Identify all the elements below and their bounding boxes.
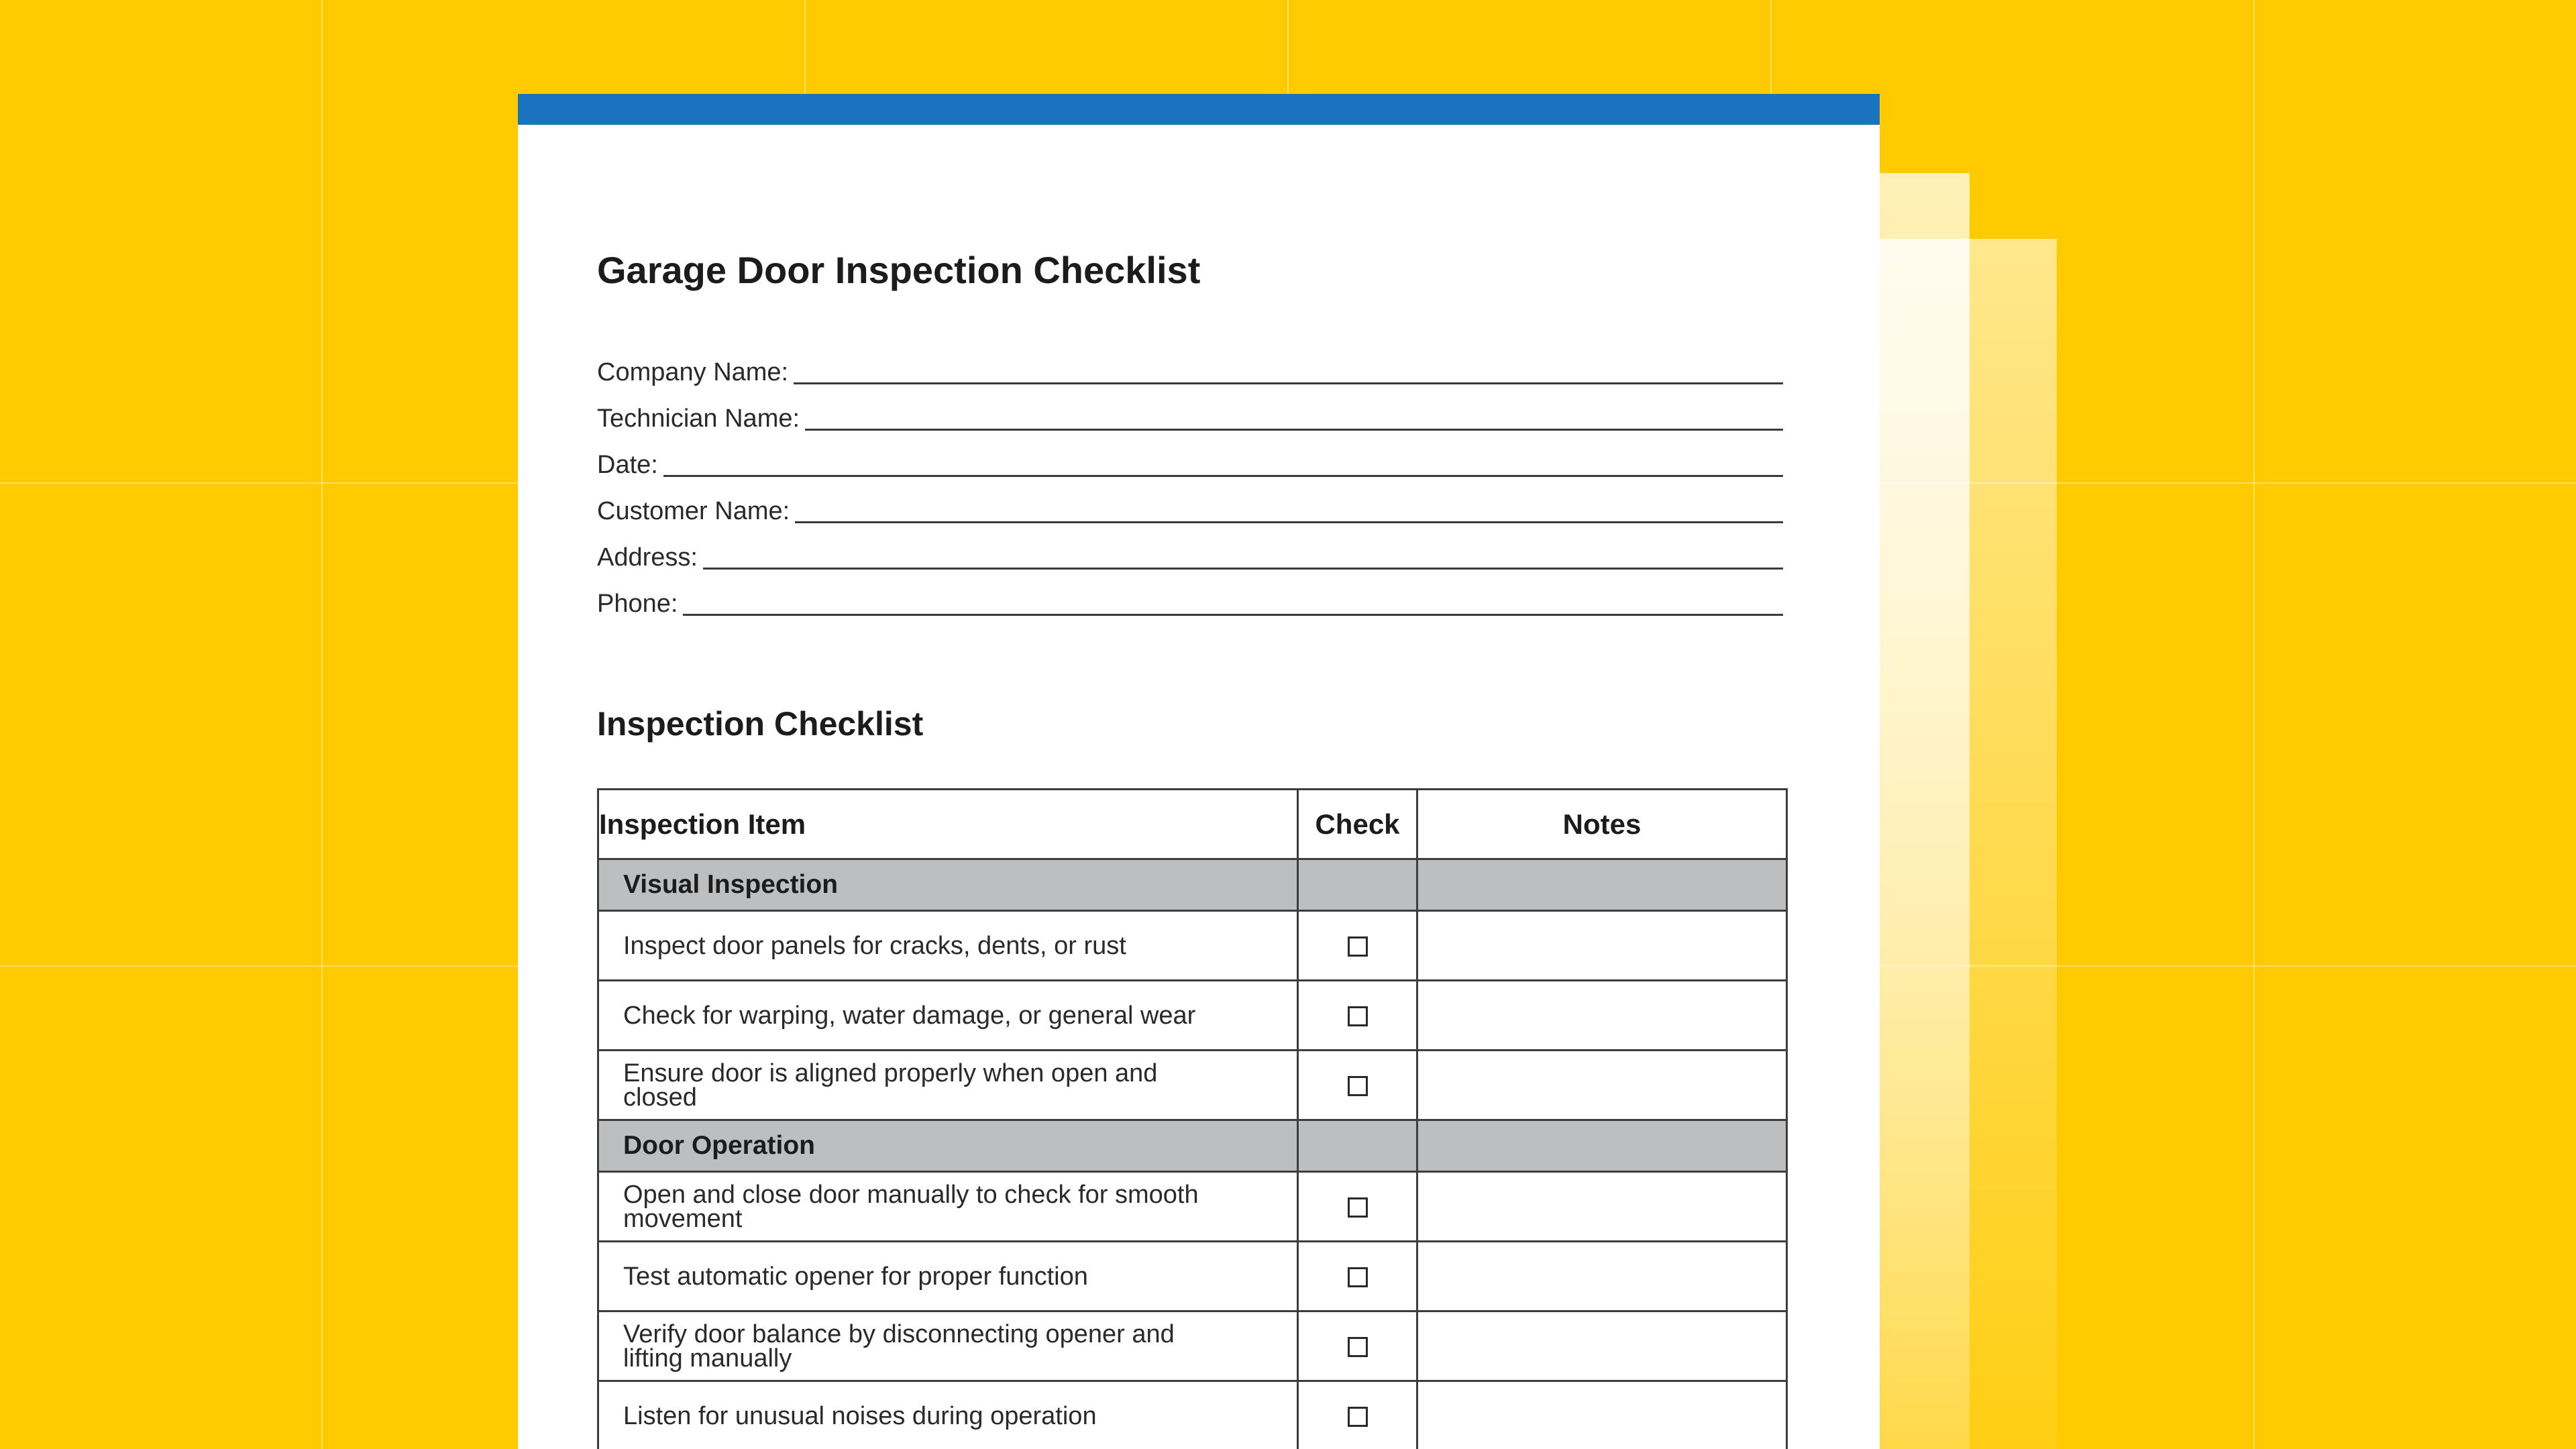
field-label: Company Name: bbox=[597, 358, 789, 386]
item-cell bbox=[598, 911, 1298, 981]
field-label: Phone: bbox=[597, 590, 678, 618]
item-text: Open and close door manually to check for smooth movement bbox=[623, 1180, 1199, 1233]
notes-cell[interactable] bbox=[1417, 1172, 1787, 1242]
phone-field[interactable] bbox=[597, 572, 1783, 619]
checkbox[interactable] bbox=[1348, 1267, 1368, 1287]
grid-line bbox=[321, 0, 323, 1449]
field-line bbox=[794, 382, 1783, 384]
category-check-cell bbox=[1298, 859, 1417, 911]
field-line bbox=[663, 475, 1783, 477]
category-label: Door Operation bbox=[598, 1120, 1298, 1172]
check-cell bbox=[1298, 911, 1417, 981]
field-line bbox=[795, 521, 1783, 523]
item-text: Inspect door panels for cracks, dents, or rust bbox=[623, 931, 1126, 960]
checkbox[interactable] bbox=[1348, 1076, 1368, 1096]
field-line bbox=[805, 429, 1783, 431]
checkbox[interactable] bbox=[1348, 1006, 1368, 1026]
checkbox[interactable] bbox=[1348, 936, 1368, 957]
header-check: Check bbox=[1298, 790, 1417, 859]
category-label: Visual Inspection bbox=[598, 859, 1298, 911]
table-row bbox=[598, 981, 1787, 1051]
grid-line bbox=[2253, 0, 2255, 1449]
info-fields bbox=[597, 341, 1783, 619]
item-text: Check for warping, water damage, or general wear bbox=[623, 1001, 1196, 1030]
technician-name-field[interactable] bbox=[597, 387, 1783, 433]
section-title: Inspection Checklist bbox=[597, 705, 924, 743]
item-text: Listen for unusual noises during operation bbox=[623, 1401, 1097, 1430]
item-cell bbox=[598, 1172, 1298, 1242]
checkbox[interactable] bbox=[1348, 1337, 1368, 1357]
table-row bbox=[598, 911, 1787, 981]
notes-cell[interactable] bbox=[1417, 1381, 1787, 1449]
item-cell bbox=[598, 1242, 1298, 1311]
company-name-field[interactable] bbox=[597, 341, 1783, 387]
table-row bbox=[598, 1311, 1787, 1381]
category-notes-cell bbox=[1417, 1120, 1787, 1172]
field-line bbox=[683, 614, 1783, 616]
field-line bbox=[703, 568, 1783, 570]
document-title: Garage Door Inspection Checklist bbox=[597, 249, 1201, 291]
category-row bbox=[598, 859, 1787, 911]
check-cell bbox=[1298, 981, 1417, 1051]
document-page bbox=[518, 94, 1880, 1449]
field-label: Address: bbox=[597, 543, 698, 572]
table-row bbox=[598, 1381, 1787, 1449]
item-text: Verify door balance by disconnecting opener and lifting manually bbox=[623, 1320, 1175, 1373]
notes-cell[interactable] bbox=[1417, 1311, 1787, 1381]
notes-cell[interactable] bbox=[1417, 981, 1787, 1051]
category-check-cell bbox=[1298, 1120, 1417, 1172]
item-cell bbox=[598, 1381, 1298, 1449]
table-row bbox=[598, 1242, 1787, 1311]
field-label: Technician Name: bbox=[597, 405, 800, 433]
item-cell bbox=[598, 1311, 1298, 1381]
table-row bbox=[598, 1172, 1787, 1242]
check-cell bbox=[1298, 1242, 1417, 1311]
field-label: Customer Name: bbox=[597, 497, 790, 525]
item-cell bbox=[598, 981, 1298, 1051]
table-row bbox=[598, 1051, 1787, 1120]
field-label: Date: bbox=[597, 451, 658, 479]
checkbox[interactable] bbox=[1348, 1407, 1368, 1427]
date-field[interactable] bbox=[597, 433, 1783, 480]
notes-cell[interactable] bbox=[1417, 911, 1787, 981]
category-notes-cell bbox=[1417, 859, 1787, 911]
item-text: Test automatic opener for proper function bbox=[623, 1262, 1088, 1291]
back-sheet-overlap bbox=[1872, 239, 1970, 1449]
item-cell bbox=[598, 1051, 1298, 1120]
category-row bbox=[598, 1120, 1787, 1172]
customer-name-field[interactable] bbox=[597, 480, 1783, 526]
check-cell bbox=[1298, 1381, 1417, 1449]
header-inspection-item: Inspection Item bbox=[598, 790, 1298, 859]
notes-cell[interactable] bbox=[1417, 1051, 1787, 1120]
item-text: Ensure door is aligned properly when open and closed bbox=[623, 1059, 1158, 1112]
check-cell bbox=[1298, 1311, 1417, 1381]
table-header-row bbox=[598, 790, 1787, 859]
inspection-table bbox=[597, 788, 1788, 1449]
page-accent-bar bbox=[518, 94, 1880, 125]
check-cell bbox=[1298, 1051, 1417, 1120]
check-cell bbox=[1298, 1172, 1417, 1242]
checkbox[interactable] bbox=[1348, 1197, 1368, 1218]
address-field[interactable] bbox=[597, 526, 1783, 572]
header-notes: Notes bbox=[1417, 790, 1787, 859]
notes-cell[interactable] bbox=[1417, 1242, 1787, 1311]
